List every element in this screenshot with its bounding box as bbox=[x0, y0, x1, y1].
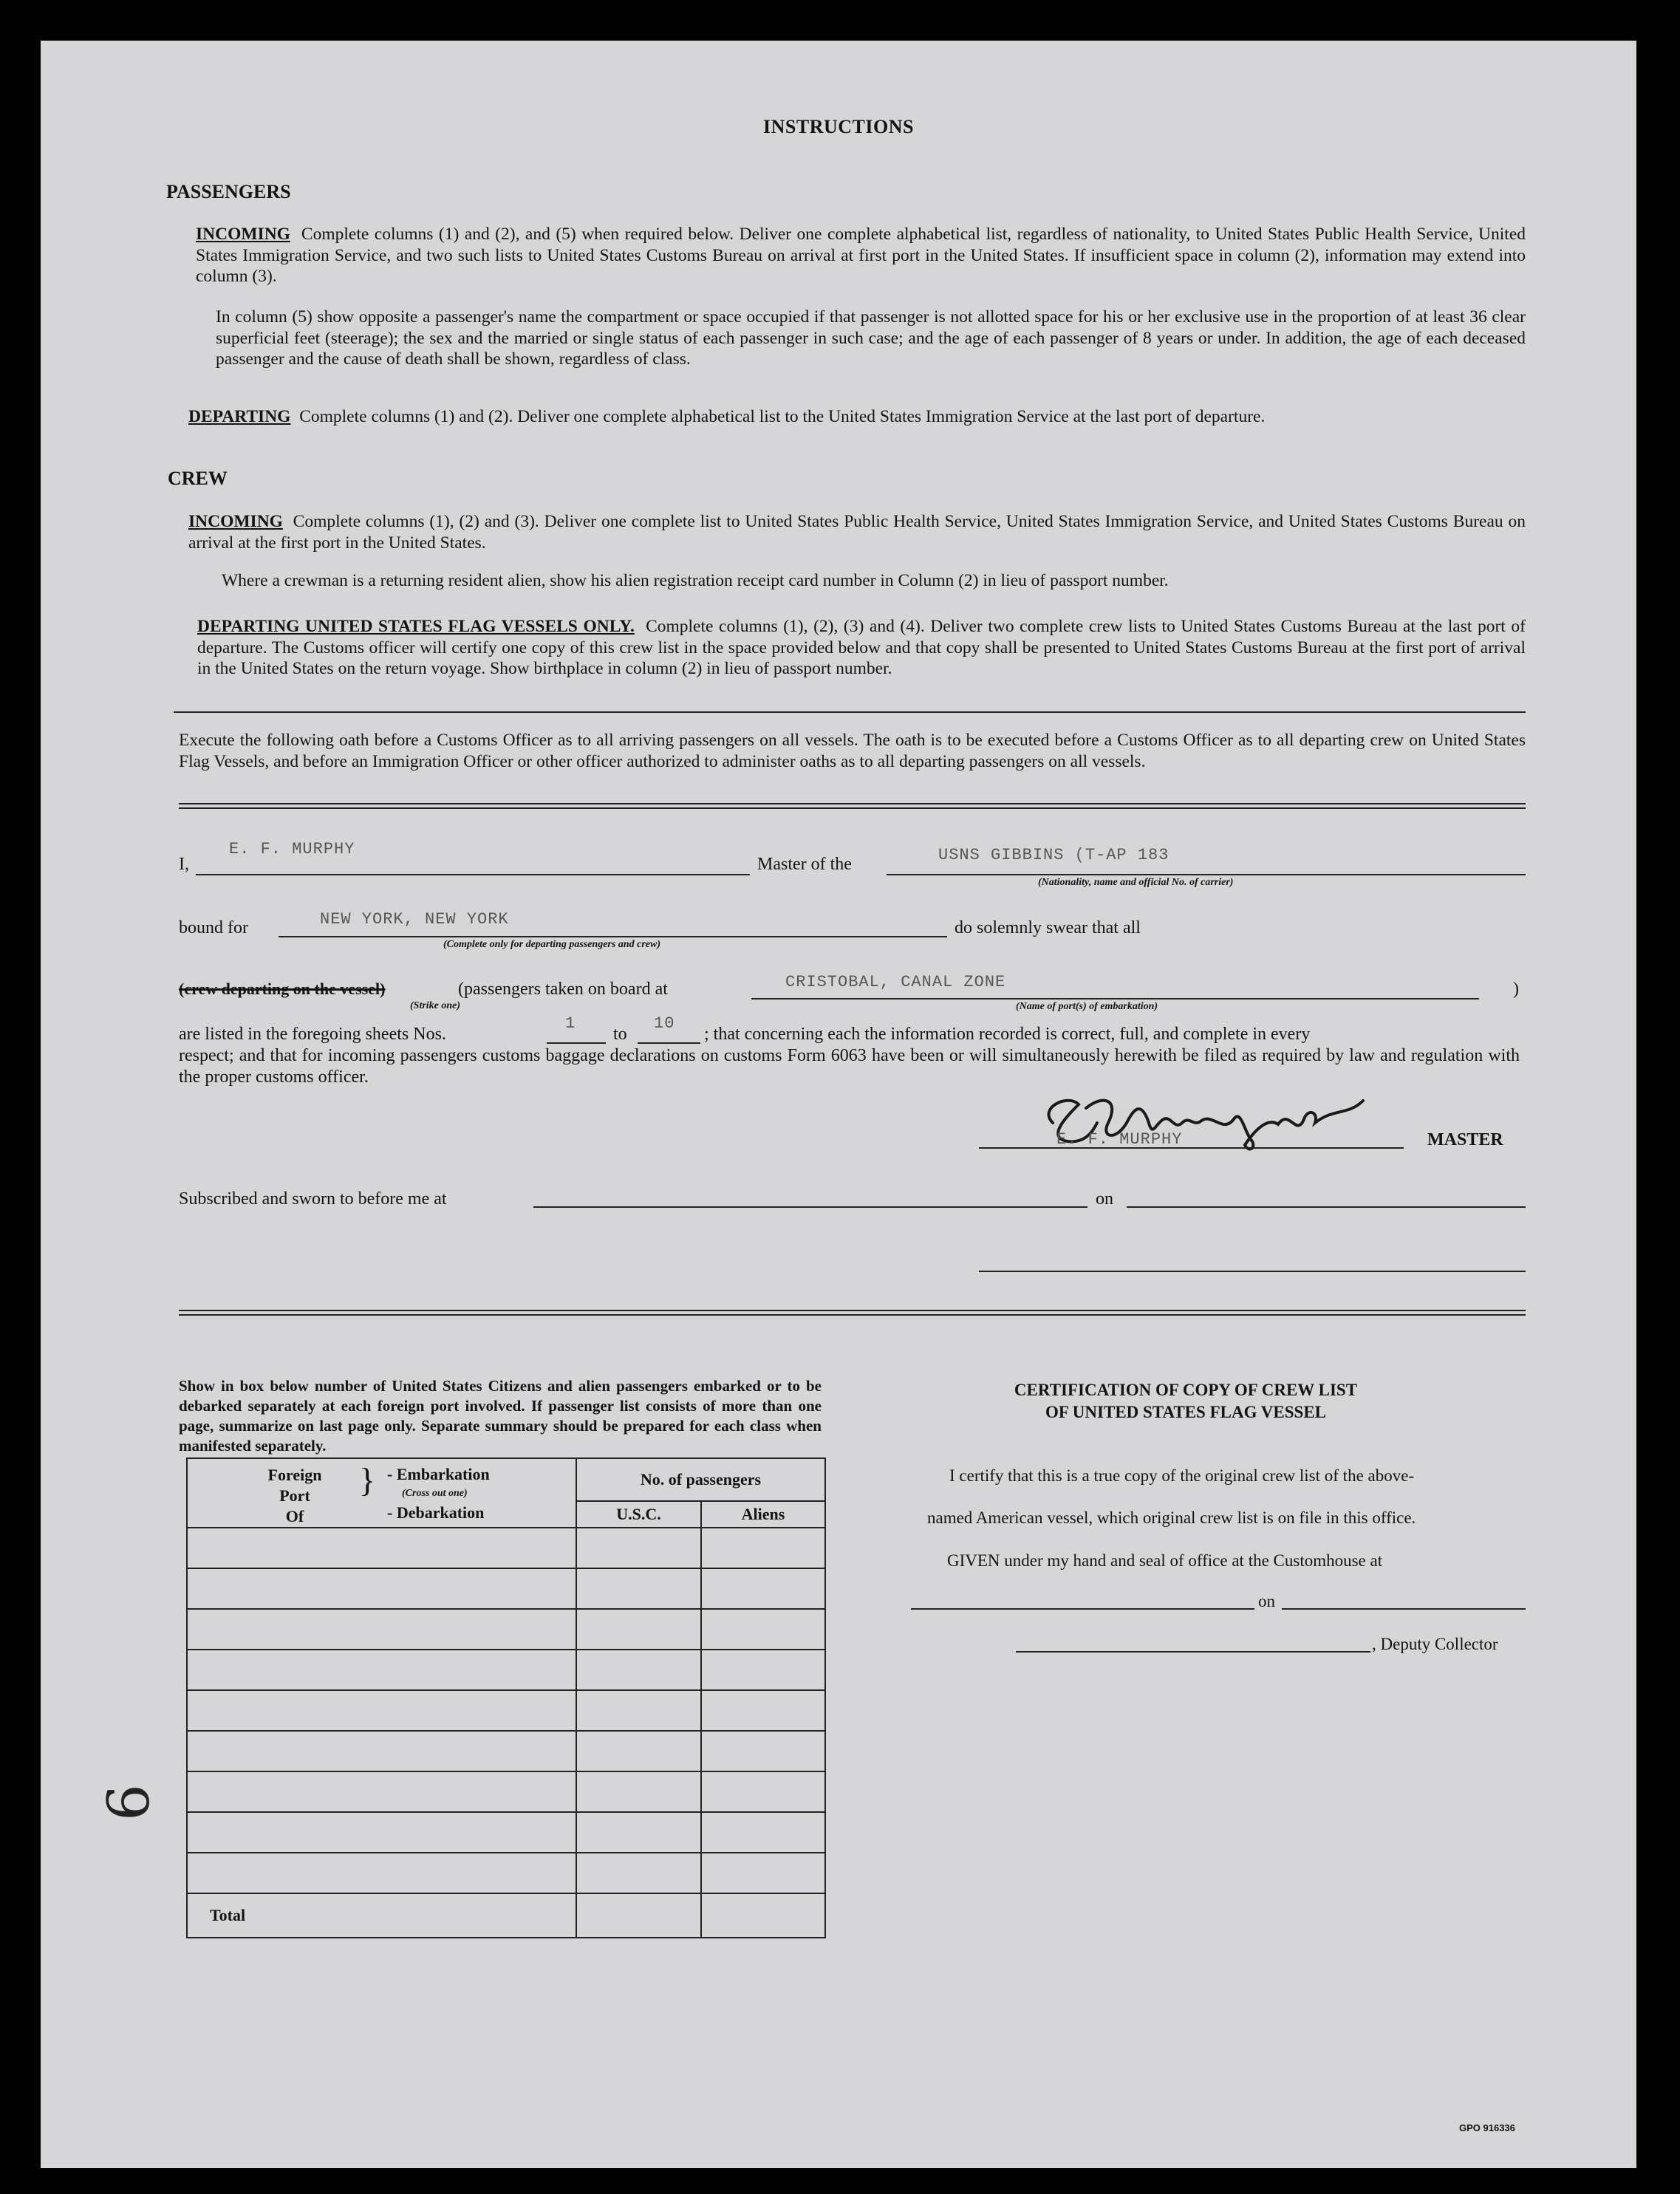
table-row bbox=[187, 1853, 825, 1893]
total-row bbox=[187, 1893, 825, 1938]
bound-for-caption: (Complete only for departing passengers and crew) bbox=[443, 939, 660, 950]
passengers-incoming-label: INCOMING bbox=[196, 225, 290, 244]
port-cell[interactable] bbox=[187, 1731, 576, 1771]
form-number: GPO 916336 bbox=[1459, 2122, 1515, 2133]
sheet-from-line bbox=[547, 1042, 606, 1044]
embarkation-label: - Embarkation bbox=[387, 1465, 490, 1483]
port-cell[interactable] bbox=[187, 1812, 576, 1853]
to-label: to bbox=[613, 1025, 627, 1044]
aliens-cell[interactable] bbox=[701, 1853, 825, 1893]
table-row bbox=[187, 1771, 825, 1812]
crew-incoming-label: INCOMING bbox=[188, 512, 283, 531]
crew-departing-label: DEPARTING UNITED STATES FLAG VESSELS ONLY. bbox=[197, 617, 635, 636]
port-cell[interactable] bbox=[187, 1690, 576, 1731]
oath-i-label: I, bbox=[179, 855, 189, 874]
passengers-column5-paragraph: In column (5) show opposite a passenger's name the compartment or space occupied if that passenger is not allotted space for his or her exclusive use in the proportion of at least 36 clear superficial feet (steerage); the sex and the married or single status of each passenger in such case; and the age of each passenger of 8 years or under. In addition, the age of each deceased passenger and the cause of death shall be shown, regardless of class. bbox=[216, 307, 1526, 369]
usc-cell[interactable] bbox=[576, 1528, 701, 1568]
foreign-label: Foreign bbox=[267, 1466, 322, 1484]
passengers-incoming-text: Complete columns (1) and (2), and (5) when required below. Deliver one complete alphabetical list, regardless of nationality, to United States Public Health Service, United States Immigration Service, and two such lists to United States Customs Bureau on arrival at first port in the United States. If insufficient space in column (2), information may extend into column (3). bbox=[196, 225, 1526, 286]
usc-cell[interactable] bbox=[576, 1568, 701, 1609]
foreign-port-header bbox=[187, 1458, 576, 1528]
subscribed-on-label: on bbox=[1096, 1189, 1113, 1209]
aliens-cell[interactable] bbox=[701, 1609, 825, 1650]
aliens-cell[interactable] bbox=[701, 1771, 825, 1812]
cross-out-caption: (Cross out one) bbox=[402, 1488, 468, 1499]
usc-cell[interactable] bbox=[576, 1650, 701, 1690]
aliens-cell[interactable] bbox=[701, 1812, 825, 1853]
oath-instructions: Execute the following oath before a Customs Officer as to all arriving passengers on all vessels. The oath is to be executed before a Customs Officer as to all departing crew on United States Flag Vessels, and before an Immigration Officer or other officer authorized to administer oaths as to all departing passengers on all vessels. bbox=[179, 731, 1526, 771]
brace-icon: } bbox=[359, 1461, 376, 1499]
subscribed-place-line bbox=[533, 1206, 1087, 1208]
vessel-value: USNS GIBBINS (T-AP 183 bbox=[938, 846, 1169, 864]
crew-heading: CREW bbox=[168, 468, 228, 489]
master-of-label: Master of the bbox=[757, 855, 852, 874]
listed-rest: ; that concerning each the information recorded is correct, full, and complete in every bbox=[704, 1025, 1311, 1044]
master-name-value: E. F. MURPHY bbox=[229, 840, 355, 858]
usc-cell[interactable] bbox=[576, 1731, 701, 1771]
sheet-to-line bbox=[638, 1042, 700, 1044]
summary-instructions: Show in box below number of United States Citizens and alien passengers embarked or to be debarked separately at each foreign port involved. If passenger list consists of more than one page, summarize on last page only. Separate summary should be prepared for each class when manifested separately. bbox=[179, 1377, 822, 1455]
port-cell[interactable] bbox=[187, 1650, 576, 1690]
customhouse-place-line bbox=[911, 1608, 1254, 1610]
passengers-departing-text: Complete columns (1) and (2). Deliver one complete alphabetical list to the United States Immigration Service at the last port of departure. bbox=[299, 407, 1266, 426]
certification-title-line1: CERTIFICATION OF COPY OF CREW LIST bbox=[1014, 1381, 1358, 1399]
crew-incoming-paragraph bbox=[188, 511, 1526, 553]
signature-line bbox=[979, 1147, 1404, 1149]
crew-resident-paragraph: Where a crewman is a returning resident alien, show his alien registration receipt card number in Column (2) in lieu of passport number. bbox=[222, 571, 1169, 590]
table-row bbox=[187, 1690, 825, 1731]
embark-caption: (Name of port(s) of embarkation) bbox=[1016, 1001, 1158, 1012]
margin-page-mark: 6 bbox=[95, 1784, 163, 1821]
passenger-summary-table bbox=[186, 1457, 826, 1938]
vessel-caption: (Nationality, name and official No. of carrier) bbox=[1038, 877, 1234, 888]
port-cell[interactable] bbox=[187, 1609, 576, 1650]
total-aliens-cell[interactable] bbox=[701, 1893, 825, 1938]
port-cell[interactable] bbox=[187, 1771, 576, 1812]
certification-title bbox=[912, 1379, 1459, 1424]
divider bbox=[174, 711, 1526, 713]
passengers-taken-label: (passengers taken on board at bbox=[458, 980, 668, 999]
strike-caption: (Strike one) bbox=[410, 1000, 461, 1011]
table-row bbox=[187, 1650, 825, 1690]
subscribed-date-line bbox=[1127, 1206, 1526, 1208]
certification-title-line2: OF UNITED STATES FLAG VESSEL bbox=[1045, 1403, 1327, 1421]
passengers-departing-label: DEPARTING bbox=[188, 407, 291, 426]
vessel-line bbox=[887, 874, 1526, 875]
port-label: Port bbox=[279, 1486, 310, 1505]
debarkation-label: - Debarkation bbox=[387, 1503, 485, 1522]
listed-label: are listed in the foregoing sheets Nos. bbox=[179, 1025, 446, 1044]
close-paren: ) bbox=[1513, 980, 1519, 999]
usc-cell[interactable] bbox=[576, 1690, 701, 1731]
certify-line1: I certify that this is a true copy of the original crew list of the above- bbox=[949, 1466, 1415, 1485]
port-cell[interactable] bbox=[187, 1853, 576, 1893]
certification-date-line bbox=[1282, 1608, 1526, 1610]
usc-cell[interactable] bbox=[576, 1609, 701, 1650]
usc-cell[interactable] bbox=[576, 1853, 701, 1893]
table-row bbox=[187, 1812, 825, 1853]
certification-on-label: on bbox=[1258, 1592, 1275, 1610]
officer-signature-line bbox=[979, 1271, 1526, 1272]
usc-cell[interactable] bbox=[576, 1812, 701, 1853]
aliens-cell[interactable] bbox=[701, 1731, 825, 1771]
respect-paragraph: respect; and that for incoming passengers customs baggage declarations on customs Form 6063 have been or will simultaneously herewith be filed as required by law and regulation with the proper customs officer. bbox=[179, 1046, 1520, 1087]
deputy-collector-line bbox=[1016, 1651, 1370, 1653]
table-row bbox=[187, 1528, 825, 1568]
aliens-cell[interactable] bbox=[701, 1650, 825, 1690]
passengers-departing-paragraph bbox=[188, 406, 1526, 428]
table-row bbox=[187, 1609, 825, 1650]
aliens-cell[interactable] bbox=[701, 1568, 825, 1609]
usc-header: U.S.C. bbox=[576, 1501, 701, 1528]
usc-cell[interactable] bbox=[576, 1771, 701, 1812]
table-row bbox=[187, 1731, 825, 1771]
sheet-to-value: 10 bbox=[654, 1014, 675, 1033]
subscribed-label: Subscribed and sworn to before me at bbox=[179, 1189, 447, 1209]
sheet-from-value: 1 bbox=[565, 1014, 576, 1033]
passengers-heading: PASSENGERS bbox=[166, 181, 291, 202]
no-of-passengers-header: No. of passengers bbox=[576, 1458, 825, 1501]
instructions-title: INSTRUCTIONS bbox=[763, 116, 914, 137]
typed-signature: E. F. MURPHY bbox=[1056, 1130, 1183, 1149]
total-label: Total bbox=[187, 1893, 576, 1938]
aliens-header: Aliens bbox=[701, 1501, 825, 1528]
embark-port-value: CRISTOBAL, CANAL ZONE bbox=[785, 973, 1006, 991]
port-cell[interactable] bbox=[187, 1568, 576, 1609]
total-usc-cell[interactable] bbox=[576, 1893, 701, 1938]
given-text: GIVEN under my hand and seal of office at the Customhouse at bbox=[947, 1551, 1383, 1570]
crew-incoming-text: Complete columns (1), (2) and (3). Deliver one complete list to United States Public Health Service, United States Immigration Service, and United States Customs Bureau on arrival at the first port in the United States. bbox=[188, 512, 1526, 553]
double-divider bbox=[179, 803, 1526, 809]
deputy-collector-label: , Deputy Collector bbox=[1372, 1635, 1498, 1653]
passengers-incoming-paragraph bbox=[196, 224, 1526, 287]
crew-departing-paragraph bbox=[197, 616, 1526, 680]
swear-label: do solemnly swear that all bbox=[955, 918, 1141, 937]
bound-for-value: NEW YORK, NEW YORK bbox=[320, 910, 509, 929]
table-row bbox=[187, 1568, 825, 1609]
bound-for-label: bound for bbox=[179, 918, 248, 937]
bound-for-line bbox=[279, 936, 947, 937]
master-name-line bbox=[196, 874, 750, 875]
certify-line2: named American vessel, which original crew list is on file in this office. bbox=[927, 1508, 1416, 1527]
crew-departing-text: Complete columns (1), (2), (3) and (4). Deliver two complete crew lists to United States Customs Bureau at the last port of departure. The Customs officer will certify one copy of this crew list in the space provided below and that copy shall be presented to United States Customs Bureau at the first port of arrival in the United States on the return voyage. Show birthplace in column (2) in lieu of passport number. bbox=[197, 617, 1526, 678]
of-label: Of bbox=[285, 1507, 304, 1525]
port-cell[interactable] bbox=[187, 1528, 576, 1568]
aliens-cell[interactable] bbox=[701, 1528, 825, 1568]
aliens-cell[interactable] bbox=[701, 1690, 825, 1731]
embark-port-line bbox=[751, 998, 1479, 999]
master-label: MASTER bbox=[1427, 1130, 1503, 1149]
form-page bbox=[41, 41, 1636, 2168]
double-divider-lower bbox=[179, 1310, 1526, 1316]
struck-crew-option: (crew departing on the vessel) bbox=[179, 980, 386, 998]
